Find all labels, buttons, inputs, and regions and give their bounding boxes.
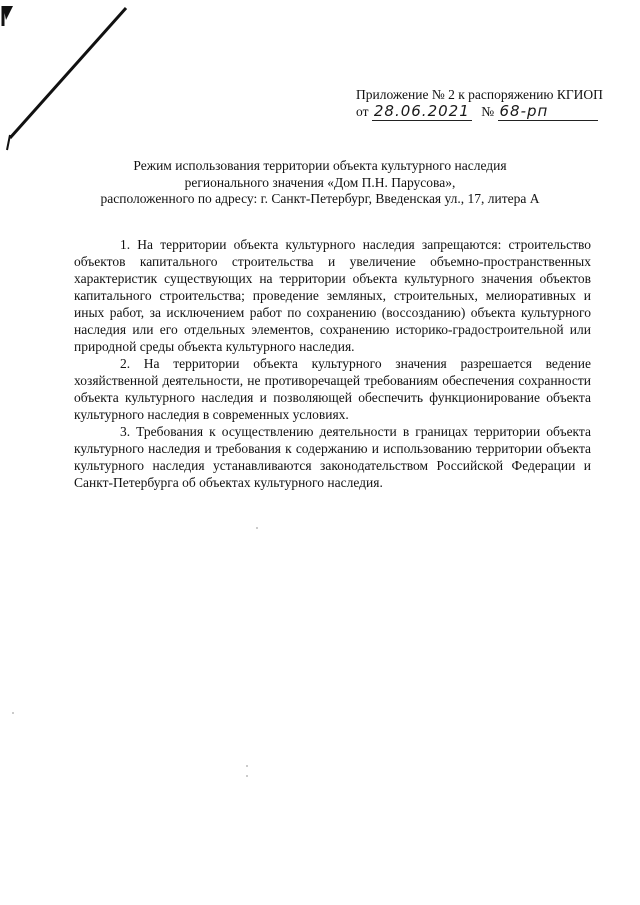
handwritten-number: 68-рп — [499, 102, 549, 120]
paragraph-2: 2. На территории объекта культурного значения разрешается ведение хозяйственной деятельности, не противоречащей требованиям обеспечения сохранности объекта культурного наследия и позволяющей обеспечить функционирование объекта культурного наследия в современных условиях. — [74, 356, 591, 422]
number-sign: № — [481, 104, 495, 119]
paragraph-1: 1. На территории объекта культурного наследия запрещаются: строительство объектов капитального строительства и увеличение объемно-пространственных характеристик существующих на территории объекта культурного значения объектов капитального строительства; проведение земляных, строительных, мелиоративных и иных работ, за исключением работ по сохранению (воссозданию) объекта культурного наследия или его отдельных элементов, сохранению историко-градостроительной или природной среды объекта культурного наследия. — [74, 237, 591, 354]
scan-speck — [246, 765, 248, 767]
date-field — [372, 103, 472, 121]
title-line: расположенного по адресу: г. Санкт-Петербург, Введенская ул., 17, литера А — [100, 191, 540, 206]
document-body — [74, 236, 591, 491]
scan-corner-mark — [0, 0, 140, 160]
handwritten-date: 28.06.2021 — [373, 102, 470, 120]
title-line: Режим использования территории объекта культурного наследия — [133, 158, 507, 173]
scan-speck — [246, 775, 248, 777]
document-title — [60, 158, 580, 208]
title-line: регионального значения «Дом П.Н. Парусова», — [184, 174, 456, 190]
number-field — [498, 103, 598, 121]
scan-speck — [12, 712, 14, 714]
appendix-line: Приложение № 2 к распоряжению КГИОП — [356, 87, 603, 102]
scan-speck — [256, 527, 258, 529]
date-prefix: от — [356, 104, 369, 119]
appendix-header — [356, 86, 603, 125]
paragraph-3: 3. Требования к осуществлению деятельности в границах территории объекта культурного наследия и требования к содержанию и использованию территории объекта культурного наследия устанавливаются законодательством Российской Федерации и Санкт-Петербурга об объектах культурного наследия. — [74, 424, 591, 490]
date-number-line — [356, 103, 596, 125]
